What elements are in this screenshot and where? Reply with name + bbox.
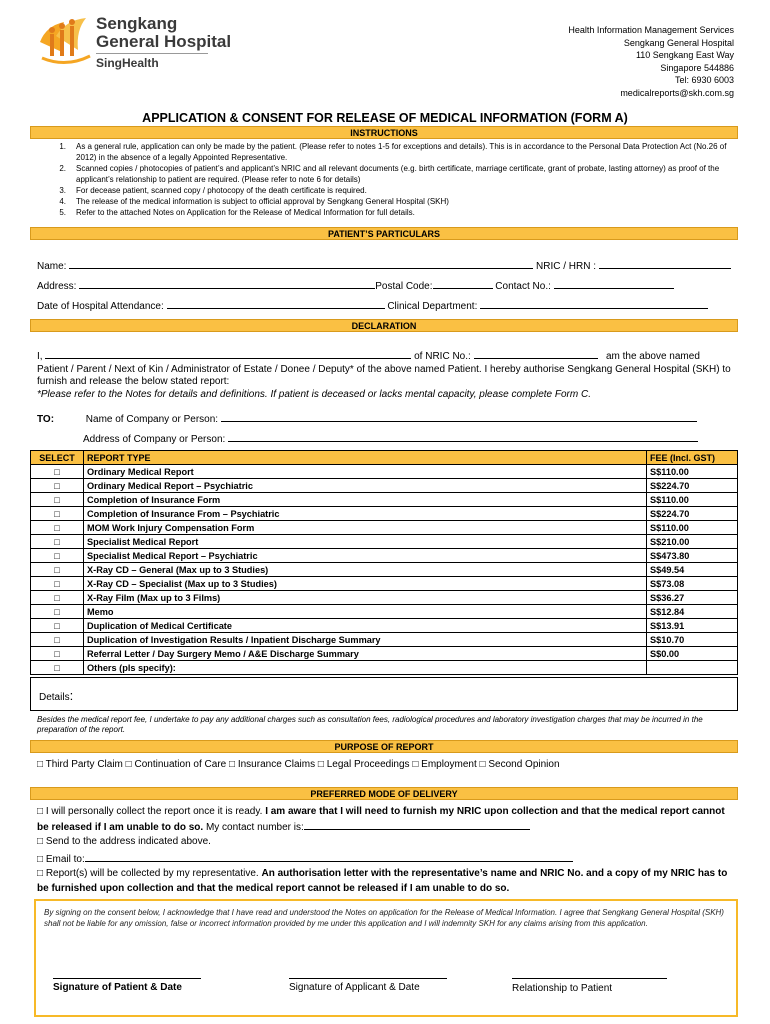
dept-field[interactable] [480, 298, 708, 309]
report-type-cell: Specialist Medical Report [84, 535, 647, 549]
report-fee-cell: S$12.84 [647, 605, 738, 619]
report-type-cell: Memo [84, 605, 647, 619]
purpose-option-third-party[interactable]: □ Third Party Claim [37, 759, 123, 770]
name-row [37, 258, 731, 272]
email-field[interactable] [85, 851, 573, 862]
contact-label: Contact No.: [495, 281, 551, 292]
report-fee-cell: S$0.00 [647, 647, 738, 661]
report-fee-cell: S$36.27 [647, 591, 738, 605]
report-fee-cell: S$224.70 [647, 507, 738, 521]
patient-signature-line[interactable] [53, 978, 201, 979]
purpose-option-second-opinion[interactable]: □ Second Opinion [479, 759, 560, 770]
to-label: TO: [37, 414, 55, 425]
table-row [31, 633, 738, 647]
delivery-option-representative[interactable]: □ Report(s) will be collected by my representative. An authorisation letter with the representative’s name and NRIC No. and a copy of my NRIC has to be furnished upon collection and that the medical report cannot be released if I am unable to do so. [37, 868, 728, 894]
table-row [31, 465, 738, 479]
name-label: Name: [37, 261, 67, 272]
report-checkbox[interactable]: □ [31, 479, 84, 493]
purpose-option-continuation[interactable]: □ Continuation of Care [125, 759, 227, 770]
report-checkbox[interactable]: □ [31, 521, 84, 535]
hospital-logo-icon [36, 12, 96, 70]
company-address-label: Address of Company or Person: [83, 434, 226, 445]
declarant-name-field[interactable] [45, 348, 411, 359]
report-type-cell: Others (pls specify): [84, 661, 647, 675]
details-box[interactable] [30, 677, 738, 711]
report-type-cell: MOM Work Injury Compensation Form [84, 521, 647, 535]
address-line: 110 Sengkang East Way [635, 50, 734, 60]
date-row [37, 298, 708, 312]
relationship-line[interactable] [512, 978, 667, 979]
particulars-heading: PATIENT’S PARTICULARS [30, 227, 738, 240]
logo-text-general-hospital: General Hospital [96, 32, 232, 51]
applicant-signature-label: Signature of Applicant & Date [289, 982, 420, 993]
report-checkbox[interactable]: □ [31, 563, 84, 577]
report-checkbox[interactable]: □ [31, 577, 84, 591]
report-checkbox[interactable]: □ [31, 633, 84, 647]
declaration-heading: DECLARATION [30, 319, 738, 332]
table-row [31, 493, 738, 507]
table-row [31, 661, 738, 675]
report-fee-cell: S$73.08 [647, 577, 738, 591]
fee-header: FEE (Incl. GST) [647, 451, 738, 465]
report-fee-cell: S$110.00 [647, 465, 738, 479]
relationship-label: Relationship to Patient [512, 983, 613, 994]
report-checkbox[interactable]: □ [31, 465, 84, 479]
table-row [31, 507, 738, 521]
details-label: Details [39, 692, 70, 703]
report-type-cell: X-Ray Film (Max up to 3 Films) [84, 591, 647, 605]
address-line: Health Information Management Services [568, 25, 734, 35]
name-field[interactable] [69, 258, 533, 269]
patient-signature-label: Signature of Patient & Date [53, 982, 182, 993]
logo-divider [96, 53, 208, 54]
report-fee-cell [647, 661, 738, 675]
report-type-cell: Duplication of Investigation Results / Inpatient Discharge Summary [84, 633, 647, 647]
address-email[interactable]: medicalreports@skh.com.sg [620, 87, 734, 98]
report-checkbox[interactable]: □ [31, 549, 84, 563]
address-label: Address: [37, 281, 77, 292]
table-row [31, 577, 738, 591]
purpose-option-insurance[interactable]: □ Insurance Claims [229, 759, 316, 770]
instructions-heading: INSTRUCTIONS [30, 126, 738, 139]
dept-label: Clinical Department: [387, 301, 478, 312]
report-checkbox[interactable]: □ [31, 661, 84, 675]
declaration-body: Patient / Parent / Next of Kin / Administrator of Estate / Donee / Deputy* of the above named Patient. I hereby authorise Sengkang General Hospital (SKH) to furnish and release the below stated report: [37, 363, 731, 387]
report-type-cell: Specialist Medical Report – Psychiatric [84, 549, 647, 563]
instruction-item: 2. Scanned copies / photocopies of patient’s and applicant’s NRIC and all relevant documents (e.g. birth certificate, marriage certificate, grant of probate, lasting attorney) as proof of the applicant’s relationship to patient are required. (Please refer to note 6 for details) [59, 164, 720, 184]
delivery-option-send[interactable]: □ Send to the address indicated above. [37, 836, 211, 847]
report-fee-cell: S$210.00 [647, 535, 738, 549]
table-row [31, 563, 738, 577]
company-address-row [83, 431, 698, 445]
instructions-list [30, 141, 738, 218]
table-row [31, 479, 738, 493]
table-row [31, 549, 738, 563]
table-row [31, 535, 738, 549]
contact-field[interactable] [554, 278, 674, 289]
contact-number-field[interactable] [304, 819, 530, 830]
report-fee-cell: S$110.00 [647, 521, 738, 535]
purpose-option-employment[interactable]: □ Employment [412, 759, 477, 770]
report-fee-cell: S$13.91 [647, 619, 738, 633]
delivery-option-email[interactable]: □ Email to: [37, 851, 737, 867]
address-line: Tel: 6930 6003 [674, 75, 734, 85]
date-field[interactable] [167, 298, 385, 309]
company-name-label: Name of Company or Person: [85, 414, 219, 425]
purpose-option-legal[interactable]: □ Legal Proceedings [317, 759, 410, 770]
fee-note: Besides the medical report fee, I undertake to pay any additional charges such as consultation fees, radiological procedures and laboratory investigation charges that may be incurred in the preparation of the report. [37, 715, 703, 734]
declaration-i-label: I, [37, 351, 43, 362]
declaration-am-text: am the above named [605, 351, 700, 362]
report-fee-cell: S$49.54 [647, 563, 738, 577]
report-type-cell: Completion of Insurance Form [84, 493, 647, 507]
report-type-table [30, 450, 738, 675]
report-type-cell: Ordinary Medical Report – Psychiatric [84, 479, 647, 493]
company-name-field[interactable] [221, 411, 697, 422]
declaration-note: *Please refer to the Notes for details and definitions. If patient is deceased or lacks mental capacity, please complete Form C. [37, 388, 591, 400]
instruction-item: 3. For decease patient, scanned copy / photocopy of the death certificate is required. [59, 186, 367, 195]
report-type-cell: X-Ray CD – Specialist (Max up to 3 Studies) [84, 577, 647, 591]
report-checkbox[interactable]: □ [31, 493, 84, 507]
nric-field[interactable] [599, 258, 731, 269]
consent-text: By signing on the consent below, I acknowledge that I have read and understood the Notes on application for the Release of Medical Information. I agree that Sengkang General Hospital (SKH) shall not be liable for any omission, false or incorrect information provided by me under this application and I will indemnity SKH for any claims arising from this application. [44, 908, 724, 928]
nric-label: NRIC / HRN : [536, 261, 597, 272]
report-fee-cell: S$473.80 [647, 549, 738, 563]
report-checkbox[interactable]: □ [31, 535, 84, 549]
instruction-item: 5. Refer to the attached Notes on Application for the Release of Medical Information for full details. [59, 208, 415, 217]
table-row [31, 521, 738, 535]
table-row [31, 647, 738, 661]
declarant-nric-field[interactable] [474, 348, 598, 359]
logo-text-singhealth: SingHealth [96, 56, 159, 70]
purpose-options [37, 759, 560, 770]
postal-label: Postal Code: [375, 281, 433, 292]
purpose-heading: PURPOSE OF REPORT [30, 740, 738, 753]
report-fee-cell: S$10.70 [647, 633, 738, 647]
instruction-item: 1. As a general rule, application can only be made by the patient. (Please refer to notes 1-5 for exceptions and details). This is in accordance to the Personal Data Protection Act (No.26 of 2012) in the absence of a legally Appointed Representative. [59, 142, 727, 162]
address-field[interactable] [79, 278, 375, 289]
address-line: Singapore 544886 [660, 62, 734, 73]
delivery-heading: PREFERRED MODE OF DELIVERY [30, 787, 738, 800]
consent-box [34, 899, 738, 1017]
table-row [31, 591, 738, 605]
logo-text-sengkang: Sengkang [96, 14, 178, 33]
report-type-cell: Referral Letter / Day Surgery Memo / A&E Discharge Summary [84, 647, 647, 661]
address-row [37, 278, 674, 292]
report-checkbox[interactable]: □ [31, 605, 84, 619]
table-row [31, 619, 738, 633]
report-type-cell: X-Ray CD – General (Max up to 3 Studies) [84, 563, 647, 577]
report-fee-cell: S$110.00 [647, 493, 738, 507]
delivery-option-collect[interactable]: □ I will personally collect the report once it is ready. I am aware that I will need to furnish my NRIC upon collection and that the medical report cannot be released if I am unable to do so. My contact number is: [37, 806, 725, 833]
to-row [37, 411, 697, 425]
company-address-field[interactable] [228, 431, 698, 442]
report-checkbox[interactable]: □ [31, 591, 84, 605]
report-fee-cell: S$224.70 [647, 479, 738, 493]
applicant-signature-line[interactable] [289, 978, 447, 979]
report-checkbox[interactable]: □ [31, 619, 84, 633]
report-type-cell: Duplication of Medical Certificate [84, 619, 647, 633]
instruction-item: 4. The release of the medical information is subject to official approval by Sengkang General Hospital (SKH) [59, 197, 449, 206]
form-title: APPLICATION & CONSENT FOR RELEASE OF MEDICAL INFORMATION (FORM A) [142, 111, 628, 125]
postal-field[interactable] [433, 278, 493, 289]
report-checkbox[interactable]: □ [31, 507, 84, 521]
declaration-nric-label: of NRIC No.: [414, 351, 471, 362]
table-header-row [31, 451, 738, 465]
hospital-address [568, 24, 734, 99]
details-colon: : [69, 688, 74, 703]
select-header: SELECT [31, 451, 84, 465]
report-type-cell: Ordinary Medical Report [84, 465, 647, 479]
report-type-header: REPORT TYPE [84, 451, 647, 465]
table-row [31, 605, 738, 619]
declaration-text [37, 348, 737, 401]
report-checkbox[interactable]: □ [31, 647, 84, 661]
report-type-cell: Completion of Insurance From – Psychiatric [84, 507, 647, 521]
date-label: Date of Hospital Attendance: [37, 301, 164, 312]
address-line: Sengkang General Hospital [623, 37, 734, 48]
